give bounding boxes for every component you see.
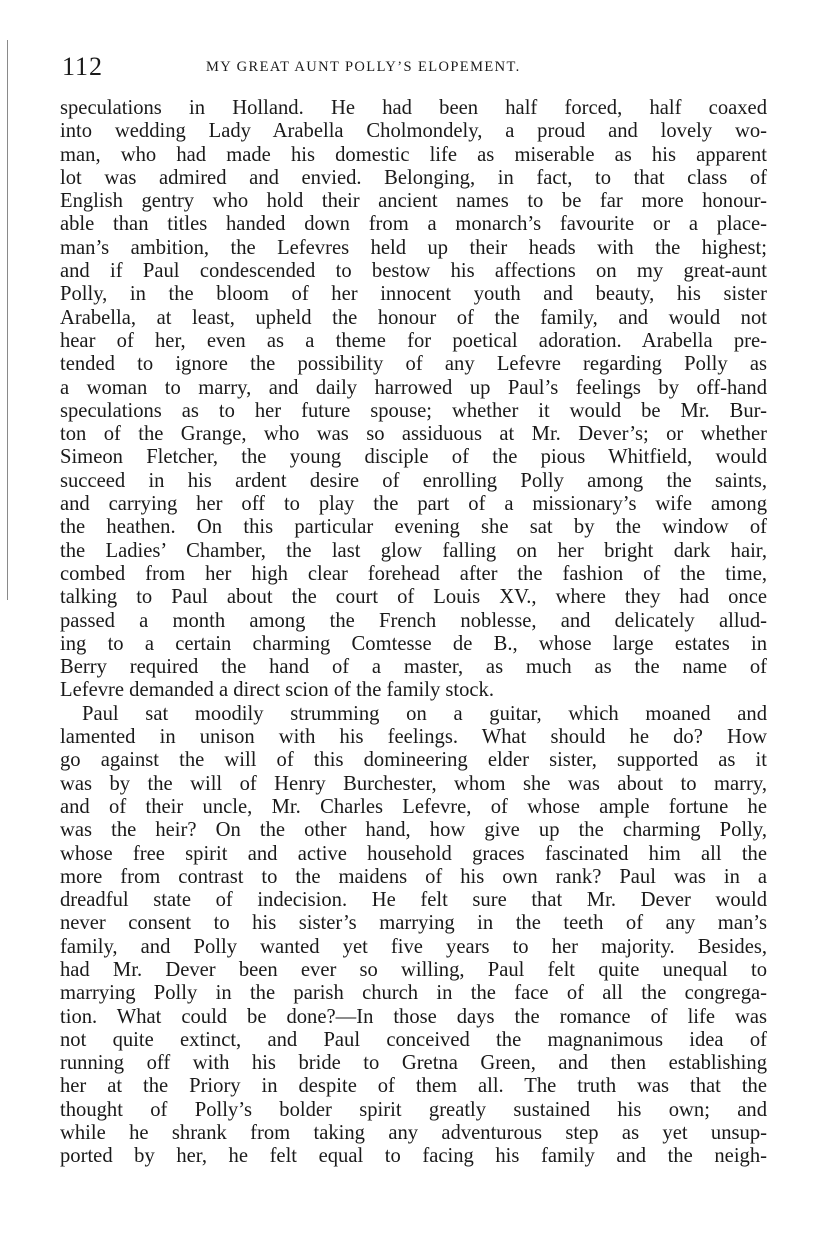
page-number: 112: [62, 52, 104, 81]
text-line: talking to Paul about the court of Louis XV., where they had once: [60, 586, 767, 609]
text-line: speculations in Holland. He had been half forced, half coaxed: [60, 97, 767, 119]
text-line: running off with his bride to Gretna Green, and then establishing: [60, 1052, 767, 1075]
text-line: and carrying her off to play the part of a missionary’s wife among: [60, 493, 767, 516]
text-line: speculations as to her future spouse; whether it would be Mr. Bur-: [60, 399, 767, 422]
text-line: ton of the Grange, who was so assiduous at Mr. Dever’s; or whether: [60, 423, 767, 446]
text-line: marrying Polly in the parish church in the face of all the congrega-: [60, 982, 767, 1005]
text-line: had Mr. Dever been ever so willing, Paul felt quite unequal to: [60, 958, 767, 981]
text-line: the Ladies’ Chamber, the last glow falling on her bright dark hair,: [60, 539, 767, 562]
text-line: dreadful state of indecision. He felt sure that Mr. Dever would: [60, 889, 767, 912]
text-line: lot was admired and envied. Belonging, in fact, to that class of: [60, 166, 767, 189]
text-line: and if Paul condescended to bestow his affections on my great-aunt: [60, 260, 767, 283]
text-line: Arabella, at least, upheld the honour of the family, and would not: [60, 306, 767, 329]
text-line: and of their uncle, Mr. Charles Lefevre, of whose ample fortune he: [60, 795, 767, 818]
text-line: able than titles handed down from a monarch’s favourite or a place-: [60, 213, 767, 236]
text-line: not quite extinct, and Paul conceived the magnanimous idea of: [60, 1028, 767, 1051]
text-line: while he shrank from taking any adventurous step as yet unsup-: [60, 1122, 767, 1145]
text-line: man, who had made his domestic life as miserable as his apparent: [60, 143, 767, 166]
text-line: family, and Polly wanted yet five years to her majority. Besides,: [60, 935, 767, 958]
text-line: tion. What could be done?—In those days the romance of life was: [60, 1005, 767, 1028]
text-line: hear of her, even as a theme for poetical adoration. Arabella pre-: [60, 329, 767, 352]
text-line: lamented in unison with his feelings. What should he do? How: [60, 726, 767, 749]
text-line: Simeon Fletcher, the young disciple of the pious Whitfield, would: [60, 446, 767, 469]
text-line: was by the will of Henry Burchester, whom she was about to marry,: [60, 772, 767, 795]
page-header: [62, 52, 762, 84]
paragraph-end-line: Lefevre demanded a direct scion of the family stock.: [60, 679, 495, 702]
text-line: thought of Polly’s bolder spirit greatly sustained his own; and: [60, 1098, 767, 1121]
text-line: Polly, in the bloom of her innocent youth and beauty, his sister: [60, 283, 767, 306]
text-line: never consent to his sister’s marrying in the teeth of any man’s: [60, 912, 767, 935]
text-line: man’s ambition, the Lefevres held up their heads with the highest;: [60, 236, 767, 259]
text-line: whose free spirit and active household graces fascinated him all the: [60, 842, 767, 865]
text-line: the heathen. On this particular evening she sat by the window of: [60, 516, 767, 539]
text-line: English gentry who hold their ancient names to be far more honour-: [60, 190, 767, 213]
text-line: succeed in his ardent desire of enrolling Polly among the saints,: [60, 469, 767, 492]
text-line: ported by her, he felt equal to facing his family and the neigh-: [60, 1145, 767, 1168]
text-line: was the heir? On the other hand, how give up the charming Polly,: [60, 819, 767, 842]
text-line: her at the Priory in despite of them all. The truth was that the: [60, 1075, 767, 1098]
text-line: ing to a certain charming Comtesse de B., whose large estates in: [60, 632, 767, 655]
text-line: Berry required the hand of a master, as much as the name of: [60, 656, 767, 679]
running-title: MY GREAT AUNT POLLY’S ELOPEMENT.: [206, 59, 521, 75]
text-line: into wedding Lady Arabella Cholmondely, a proud and lovely wo-: [60, 120, 767, 143]
text-line: combed from her high clear forehead after the fashion of the time,: [60, 562, 767, 585]
body-text: [60, 97, 767, 1169]
text-line: tended to ignore the possibility of any Lefevre regarding Polly as: [60, 353, 767, 376]
text-line: go against the will of this domineering elder sister, supported as it: [60, 749, 767, 772]
paragraph-start-line: Paul sat moodily strumming on a guitar, which moaned and: [82, 702, 767, 725]
text-line: passed a month among the French noblesse, and delicately allud-: [60, 609, 767, 632]
text-line: a woman to marry, and daily harrowed up Paul’s feelings by off-hand: [60, 376, 767, 399]
text-line: more from contrast to the maidens of his own rank? Paul was in a: [60, 865, 767, 888]
margin-rule: [7, 40, 8, 600]
